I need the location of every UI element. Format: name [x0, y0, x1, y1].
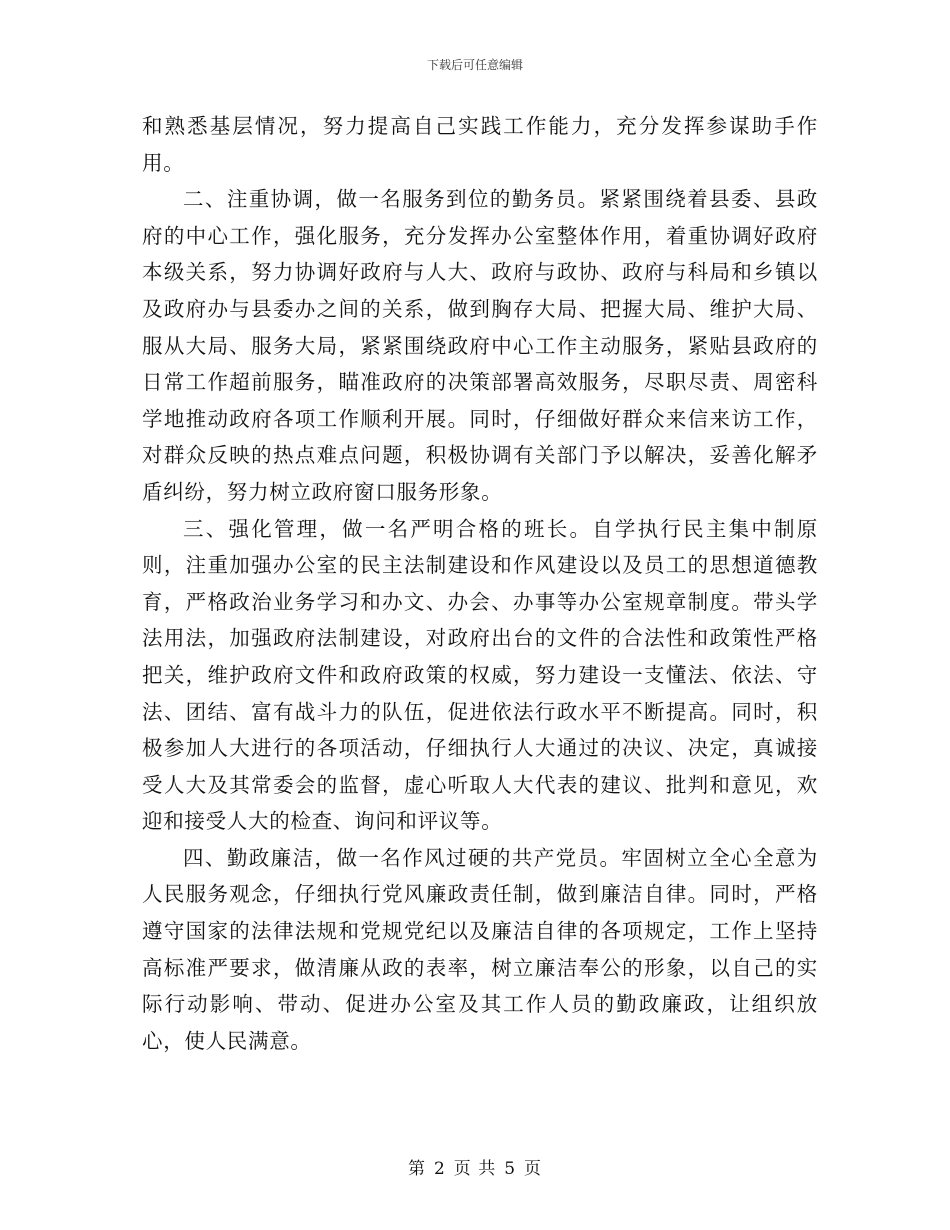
paragraph-continuation: 和熟悉基层情况，努力提高自己实践工作能力，充分发挥参谋助手作用。: [142, 114, 818, 175]
paragraph-integrity: 四、勤政廉洁，做一名作风过硬的共产党员。牢固树立全心全意为人民服务观念，仔细执行党风廉政责任制，做到廉洁自律。同时，严格遵守国家的法律法规和党规党纪以及廉洁自律的各项规定，工作上坚持高标准严要求，做清廉从政的表率，树立廉洁奉公的形象，以自己的实际行动影响、带动、促进办公室及其工作人员的勤政廉政，让组织放心，使人民满意。: [142, 845, 818, 1053]
footer-prefix: 第: [407, 1159, 426, 1179]
footer-total-pages: 5: [504, 1159, 517, 1179]
footer-suffix: 页: [524, 1159, 543, 1179]
footer-page-number: 2: [433, 1159, 446, 1179]
paragraph-coordination: 二、注重协调，做一名服务到位的勤务员。紧紧围绕着县委、县政府的中心工作，强化服务，充分发挥办公室整体作用，着重协调好政府本级关系，努力协调好政府与人大、政府与政协、政府与科局和乡镇以及政府办与县委办之间的关系，做到胸存大局、把握大局、维护大局、服从大局、服务大局，紧紧围绕政府中心工作主动服务，紧贴县政府的日常工作超前服务，瞄准政府的决策部署高效服务，尽职尽责、周密科学地推动政府各项工作顺利开展。同时，仔细做好群众来信来访工作，对群众反映的热点难点问题，积极协调有关部门予以解决，妥善化解矛盾纠纷，努力树立政府窗口服务形象。: [142, 187, 818, 504]
document-body: [142, 108, 818, 1059]
header-note: 下载后可任意编辑: [426, 58, 523, 72]
paragraph-management: 三、强化管理，做一名严明合格的班长。自学执行民主集中制原则，注重加强办公室的民主法制建设和作风建设以及员工的思想道德教育，严格政治业务学习和办文、办会、办事等办公室规章制度。带头学法用法，加强政府法制建设，对政府出台的文件的合法性和政策性严格把关，维护政府文件和政府政策的权威，努力建设一支懂法、依法、守法、团结、富有战斗力的队伍，促进依法行政水平不断提高。同时，积极参加人大进行的各项活动，仔细执行人大通过的决议、决定，真诚接受人大及其常委会的监督，虚心听取人大代表的建议、批判和意见，欢迎和接受人大的检查、询问和评议等。: [142, 516, 818, 834]
page-footer: [0, 1154, 950, 1179]
footer-middle: 页 共: [453, 1159, 497, 1179]
